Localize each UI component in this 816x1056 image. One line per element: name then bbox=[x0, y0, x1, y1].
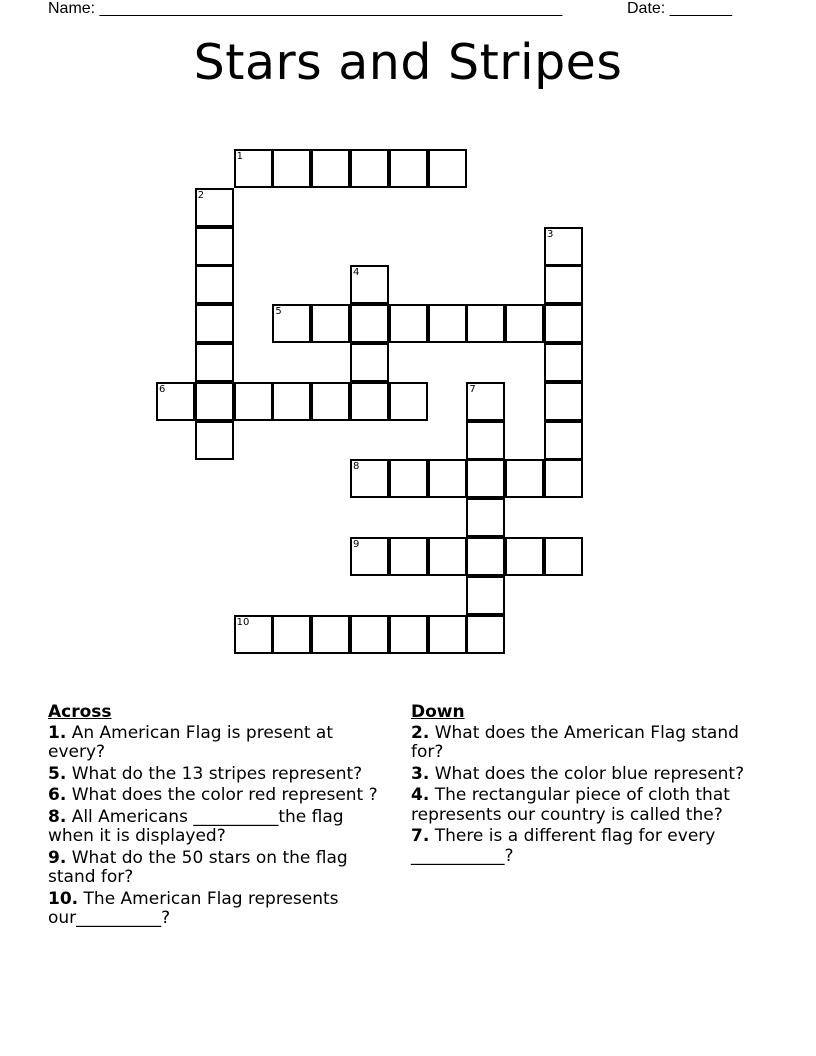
down-clue bbox=[411, 765, 751, 785]
down-clue-number: 2. bbox=[411, 722, 430, 743]
across-clue-number: 8. bbox=[48, 806, 67, 827]
across-clues bbox=[48, 703, 383, 931]
across-clue bbox=[48, 724, 383, 763]
grid-cell[interactable] bbox=[195, 304, 234, 343]
grid-cell[interactable] bbox=[350, 149, 389, 188]
clue-number: 10 bbox=[236, 616, 250, 628]
across-clue-list bbox=[48, 724, 383, 929]
grid-cell[interactable] bbox=[350, 343, 389, 382]
down-clue-list bbox=[411, 724, 751, 867]
grid-cell[interactable] bbox=[544, 382, 583, 421]
across-clue-number: 5. bbox=[48, 763, 67, 784]
grid-cell[interactable] bbox=[544, 537, 583, 576]
grid-cell[interactable] bbox=[544, 304, 583, 343]
puzzle-title: Stars and Stripes bbox=[193, 34, 623, 91]
down-clue-text: The rectangular piece of cloth that represents our country is called the? bbox=[411, 785, 730, 825]
grid-cell[interactable] bbox=[389, 382, 428, 421]
grid-cell[interactable] bbox=[195, 421, 234, 460]
across-clue-text: An American Flag is present at every? bbox=[48, 722, 334, 762]
grid-cell[interactable] bbox=[428, 459, 467, 498]
across-clue-number: 6. bbox=[48, 785, 67, 805]
down-clue bbox=[411, 724, 751, 763]
grid-cell[interactable] bbox=[466, 576, 505, 615]
grid-cell[interactable] bbox=[272, 149, 311, 188]
grid-cell[interactable] bbox=[350, 615, 389, 654]
grid-cell[interactable] bbox=[466, 304, 505, 343]
down-clue-number: 3. bbox=[411, 763, 430, 784]
down-clue-text: What does the American Flag stand for? bbox=[411, 722, 739, 762]
grid-cell[interactable] bbox=[234, 615, 273, 654]
grid-cell[interactable] bbox=[311, 149, 350, 188]
grid-cell[interactable] bbox=[350, 537, 389, 576]
grid-cell[interactable] bbox=[195, 227, 234, 266]
grid-cell[interactable] bbox=[544, 421, 583, 460]
down-clue-number: 7. bbox=[411, 826, 430, 846]
grid-cell[interactable] bbox=[466, 615, 505, 654]
grid-cell[interactable] bbox=[389, 149, 428, 188]
down-clues bbox=[411, 703, 751, 868]
grid-cell[interactable] bbox=[272, 382, 311, 421]
grid-cell[interactable] bbox=[350, 265, 389, 304]
grid-cell[interactable] bbox=[156, 382, 195, 421]
grid-cell[interactable] bbox=[272, 304, 311, 343]
grid-cell[interactable] bbox=[466, 382, 505, 421]
across-clue bbox=[48, 765, 383, 785]
across-clue-number: 1. bbox=[48, 722, 67, 743]
down-heading: Down bbox=[411, 702, 465, 722]
grid-cell[interactable] bbox=[389, 459, 428, 498]
across-clue-text: What do the 13 stripes represent? bbox=[66, 763, 363, 784]
grid-cell[interactable] bbox=[311, 382, 350, 421]
across-clue-number: 10. bbox=[48, 888, 79, 909]
grid-cell[interactable] bbox=[234, 382, 273, 421]
down-clue bbox=[411, 827, 751, 866]
down-clue-text: There is a different flag for every ___________? bbox=[411, 826, 716, 866]
name-field[interactable]: Name: ____________________________________________________ bbox=[48, 0, 563, 17]
grid-cell[interactable] bbox=[428, 149, 467, 188]
grid-cell[interactable] bbox=[428, 615, 467, 654]
grid-cell[interactable] bbox=[466, 537, 505, 576]
down-clue-text: What does the color blue represent? bbox=[429, 763, 745, 784]
grid-cell[interactable] bbox=[311, 615, 350, 654]
grid-cell[interactable] bbox=[350, 459, 389, 498]
grid-cell[interactable] bbox=[272, 615, 311, 654]
grid-cell[interactable] bbox=[466, 498, 505, 537]
grid-cell[interactable] bbox=[544, 265, 583, 304]
clue-number: 9 bbox=[353, 539, 360, 550]
grid-cell[interactable] bbox=[350, 304, 389, 343]
across-clue bbox=[48, 808, 383, 847]
grid-cell[interactable] bbox=[195, 265, 234, 304]
grid-cell[interactable] bbox=[234, 149, 273, 188]
grid-cell[interactable] bbox=[544, 343, 583, 382]
down-clue-number: 4. bbox=[411, 785, 430, 805]
date-field[interactable]: Date: _______ bbox=[627, 0, 732, 17]
clue-number: 6 bbox=[159, 383, 166, 395]
clue-number: 1 bbox=[236, 151, 243, 162]
grid-cell[interactable] bbox=[466, 459, 505, 498]
grid-cell[interactable] bbox=[466, 421, 505, 460]
grid-cell[interactable] bbox=[389, 615, 428, 654]
across-clue-text: The American Flag represents our__________? bbox=[48, 888, 339, 928]
across-clue bbox=[48, 849, 383, 888]
across-heading: Across bbox=[48, 702, 112, 722]
grid-cell[interactable] bbox=[428, 537, 467, 576]
across-clue bbox=[48, 786, 383, 806]
clue-number: 3 bbox=[547, 228, 554, 240]
grid-cell[interactable] bbox=[389, 537, 428, 576]
grid-cell[interactable] bbox=[505, 459, 544, 498]
header-row bbox=[0, 0, 816, 20]
grid-cell[interactable] bbox=[195, 343, 234, 382]
grid-cell[interactable] bbox=[505, 304, 544, 343]
grid-cell[interactable] bbox=[505, 537, 544, 576]
grid-cell[interactable] bbox=[195, 382, 234, 421]
grid-cell[interactable] bbox=[428, 304, 467, 343]
across-clue bbox=[48, 890, 383, 929]
clue-number: 4 bbox=[353, 267, 360, 279]
clue-number: 5 bbox=[275, 306, 282, 318]
grid-cell[interactable] bbox=[311, 304, 350, 343]
down-clue bbox=[411, 786, 751, 825]
grid-cell[interactable] bbox=[389, 304, 428, 343]
grid-cell[interactable] bbox=[350, 382, 389, 421]
clue-number: 8 bbox=[353, 461, 360, 473]
across-clue-text: What does the color red represent ? bbox=[66, 785, 378, 805]
grid-cell[interactable] bbox=[544, 459, 583, 498]
grid-cell[interactable] bbox=[544, 227, 583, 266]
grid-cell[interactable] bbox=[195, 188, 234, 227]
across-clue-text: What do the 50 stars on the flag stand for? bbox=[48, 847, 348, 887]
clue-number: 7 bbox=[469, 383, 476, 395]
clue-number: 2 bbox=[197, 189, 205, 201]
across-clue-text: All Americans __________the flag when it is displayed? bbox=[48, 806, 344, 846]
across-clue-number: 9. bbox=[48, 847, 67, 868]
